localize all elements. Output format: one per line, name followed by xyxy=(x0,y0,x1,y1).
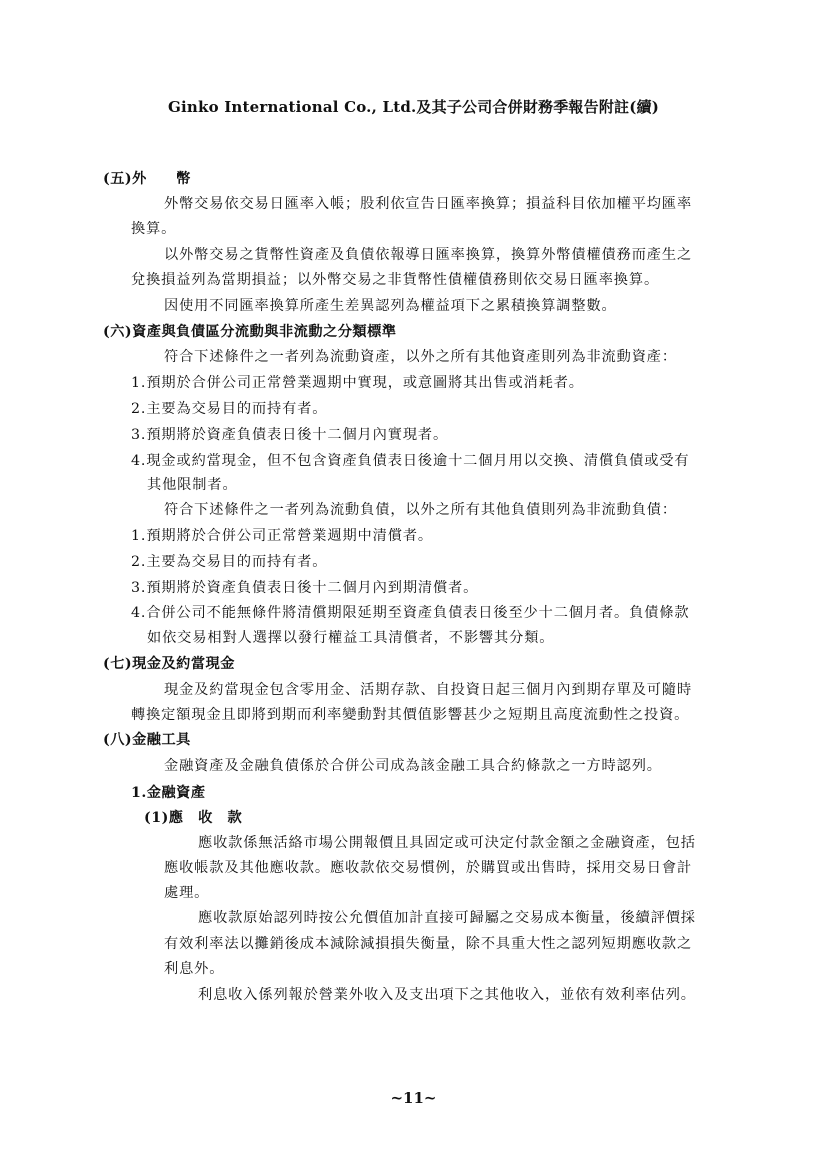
section-heading-foreign-currency: (五)外 幣 xyxy=(103,171,191,187)
list-item-continuation: 如依交易相對人選擇以發行權益工具清償者，不影響其分類。 xyxy=(147,630,555,646)
section-heading-current-classification: (六)資產與負債區分流動與非流動之分類標準 xyxy=(103,324,397,340)
subsection-heading: 1.金融資產 xyxy=(131,785,206,801)
paragraph-line: 兌換損益列為當期損益；以外幣交易之非貨幣性債權債務則依交易日匯率換算。 xyxy=(131,272,660,288)
paragraph-line: 符合下述條件之一者列為流動負債，以外之所有其他負債則列為非流動負債： xyxy=(164,502,677,518)
paragraph-line: 現金及約當現金包含零用金、活期存款、自投資日起三個月內到期存單及可隨時 xyxy=(164,682,693,698)
paragraph-line: 因使用不同匯率換算所產生差異認列為權益項下之累積換算調整數。 xyxy=(164,298,617,314)
paragraph-line: 符合下述條件之一者列為流動資產，以外之所有其他資產則列為非流動資產： xyxy=(164,349,677,365)
list-item: 3.預期將於資產負債表日後十二個月內實現者。 xyxy=(131,427,449,443)
list-item: 4.合併公司不能無條件將清償期限延期至資產負債表日後至少十二個月者。負債條款 xyxy=(131,605,690,621)
paragraph-line: 應收款係無活絡市場公開報價且具固定或可決定付款金額之金融資產，包括 xyxy=(198,835,696,851)
paragraph-line: 利息收入係列報於營業外收入及支出項下之其他收入，並依有效利率估列。 xyxy=(198,987,696,1003)
paragraph-line: 應收帳款及其他應收款。應收款依交易慣例，於購買或出售時，採用交易日會計 xyxy=(164,860,693,876)
paragraph-line: 換算。 xyxy=(131,221,177,237)
paragraph-line: 以外幣交易之貨幣性資產及負債依報導日匯率換算，換算外幣債權債務而產生之 xyxy=(164,247,693,263)
paragraph-line: 外幣交易依交易日匯率入帳；股利依宣告日匯率換算；損益科目依加權平均匯率 xyxy=(164,196,693,212)
paragraph-line: 處理。 xyxy=(164,885,210,901)
list-item: 1.預期於合併公司正常營業週期中實現，或意圖將其出售或消耗者。 xyxy=(131,375,584,391)
page-number: ~11~ xyxy=(390,1089,437,1107)
subsection-heading: (1)應 收 款 xyxy=(144,810,243,826)
paragraph-line: 有效利率法以攤銷後成本減除減損損失衡量，除不具重大性之認列短期應收款之 xyxy=(164,936,693,952)
list-item: 2.主要為交易目的而持有者。 xyxy=(131,554,328,570)
section-heading-cash: (七)現金及約當現金 xyxy=(103,656,235,672)
paragraph-line: 金融資產及金融負債係於合併公司成為該金融工具合約條款之一方時認列。 xyxy=(164,758,662,774)
paragraph-line: 應收款原始認列時按公允價值加計直接可歸屬之交易成本衡量，後續評價採 xyxy=(198,910,696,926)
page-header: Ginko International Co., Ltd.及其子公司合併財務季報告附註(續) xyxy=(167,98,660,116)
list-item-continuation: 其他限制者。 xyxy=(147,477,238,493)
section-heading-financial-instruments: (八)金融工具 xyxy=(103,732,191,748)
list-item: 2.主要為交易目的而持有者。 xyxy=(131,401,328,417)
paragraph-line: 利息外。 xyxy=(164,961,225,977)
paragraph-line: 轉換定額現金且即將到期而利率變動對其價值影響甚少之短期且高度流動性之投資。 xyxy=(131,707,690,723)
list-item: 4.現金或約當現金，但不包含資產負債表日後逾十二個月用以交換、清償負債或受有 xyxy=(131,453,690,469)
list-item: 3.預期將於資產負債表日後十二個月內到期清償者。 xyxy=(131,580,479,596)
list-item: 1.預期將於合併公司正常營業週期中清償者。 xyxy=(131,528,434,544)
